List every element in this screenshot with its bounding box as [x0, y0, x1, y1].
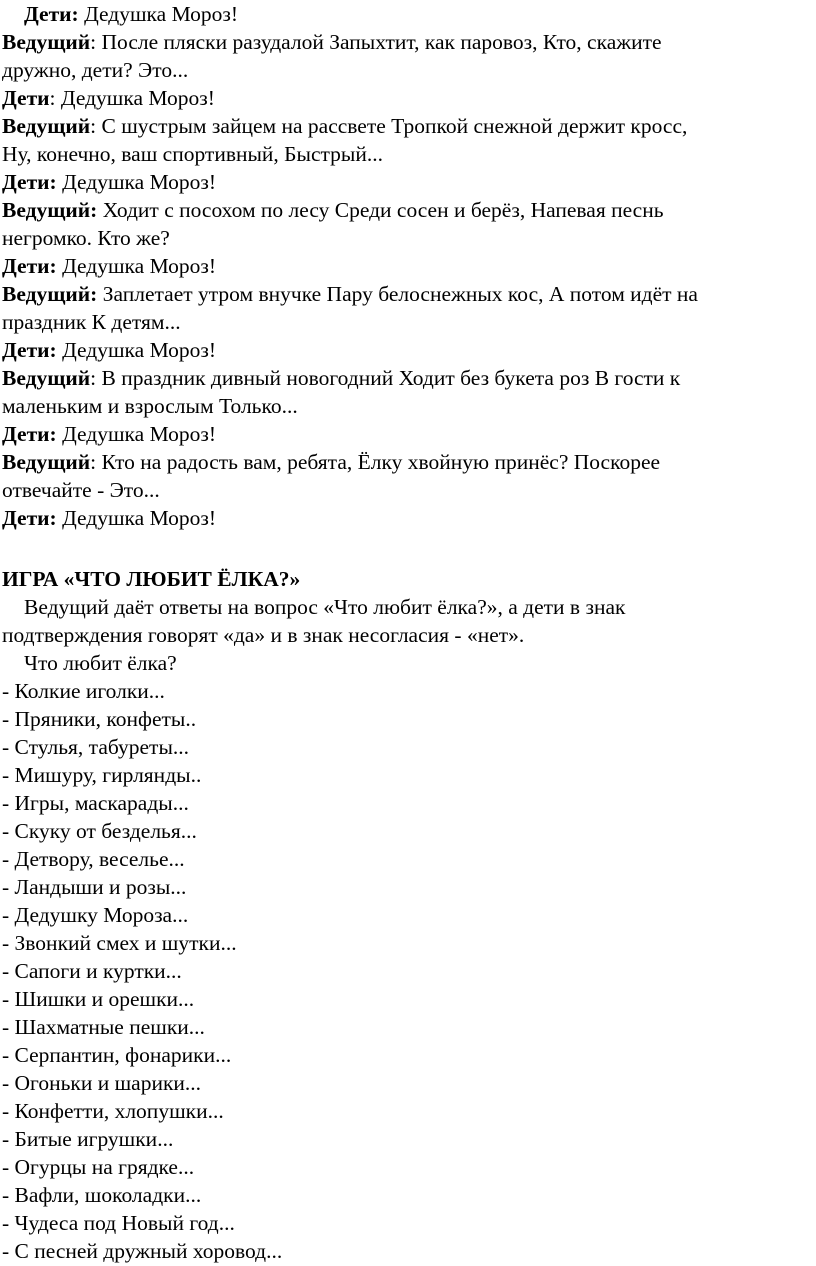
- dialogue-text: Дедушка Мороз!: [62, 338, 217, 362]
- list-item: - Звонкий смех и шутки...: [2, 931, 237, 955]
- speaker-label: Дети:: [2, 506, 57, 530]
- speaker-label: Ведущий:: [2, 198, 98, 222]
- list-item: - Огоньки и шарики...: [2, 1071, 202, 1095]
- dialogue-text: Дедушка Мороз!: [62, 422, 217, 446]
- list-item: - Вафли, шоколадки...: [2, 1183, 202, 1207]
- dialogue-line: [2, 252, 216, 280]
- list-item: - Серпантин, фонарики...: [2, 1043, 232, 1067]
- dialogue-text: Ходит с посохом по лесу Среди сосен и берёз, Напевая песнь: [102, 198, 664, 222]
- dialogue-line-continued: Ну, конечно, ваш спортивный, Быстрый...: [2, 142, 383, 166]
- list-item: - Детвору, веселье...: [2, 847, 185, 871]
- speaker-label: Дети: [2, 86, 50, 110]
- list-item: - Дедушку Мороза...: [2, 903, 189, 927]
- dialogue-line-continued: отвечайте - Это...: [2, 478, 160, 502]
- dialogue-line: [2, 280, 698, 308]
- dialogue-line: [2, 504, 216, 532]
- list-item: - Скуку от безделья...: [2, 819, 197, 843]
- list-item: - Мишуру, гирлянды..: [2, 763, 202, 787]
- list-item: - Колкие иголки...: [2, 679, 165, 703]
- dialogue-line-continued: праздник К детям...: [2, 310, 181, 334]
- dialogue-line: [2, 168, 216, 196]
- dialogue-line: [2, 420, 216, 448]
- speaker-label: Дети:: [2, 338, 57, 362]
- list-item: - Шахматные пешки...: [2, 1015, 205, 1039]
- speaker-separator: :: [90, 366, 97, 390]
- list-item: - Пряники, конфеты..: [2, 707, 197, 731]
- speaker-separator: :: [90, 114, 97, 138]
- speaker-label: Дети:: [2, 170, 57, 194]
- list-item: - Конфетти, хлопушки...: [2, 1099, 224, 1123]
- dialogue-line-continued: дружно, дети? Это...: [2, 58, 189, 82]
- list-item: - Битые игрушки...: [2, 1127, 174, 1151]
- speaker-label: Ведущий: [2, 366, 91, 390]
- dialogue-text: В праздник дивный новогодний Ходит без букета роз В гости к: [101, 366, 681, 390]
- dialogue-text: Дедушка Мороз!: [62, 254, 217, 278]
- list-item: - Шишки и орешки...: [2, 987, 195, 1011]
- dialogue-line: [2, 448, 660, 476]
- dialogue-text: Дедушка Мороз!: [62, 506, 217, 530]
- dialogue-line: [2, 196, 664, 224]
- dialogue-text: С шустрым зайцем на рассвете Тропкой снежной держит кросс,: [101, 114, 688, 138]
- speaker-label: Ведущий:: [2, 282, 98, 306]
- list-item: - Ландыши и розы...: [2, 875, 187, 899]
- dialogue-line: [2, 84, 215, 112]
- game-question: Что любит ёлка?: [24, 651, 177, 675]
- list-item: - Игры, маскарады...: [2, 791, 189, 815]
- dialogue-text: Дедушка Мороз!: [60, 86, 215, 110]
- list-item: - С песней дружный хоровод...: [2, 1239, 283, 1263]
- game-title: ИГРА «ЧТО ЛЮБИТ ЁЛКА?»: [2, 567, 301, 591]
- dialogue-text: Кто на радость вам, ребята, Ёлку хвойную принёс? Поскорее: [101, 450, 661, 474]
- speaker-label: Дети:: [2, 422, 57, 446]
- speaker-label: Ведущий: [2, 450, 91, 474]
- game-intro: Ведущий даёт ответы на вопрос «Что любит ёлка?», а дети в знак: [24, 595, 626, 619]
- dialogue-line: [2, 0, 238, 28]
- list-item: - Огурцы на грядке...: [2, 1155, 195, 1179]
- speaker-separator: :: [90, 30, 97, 54]
- speaker-label: Ведущий: [2, 114, 91, 138]
- dialogue-line: [2, 112, 687, 140]
- speaker-label: Дети:: [2, 254, 57, 278]
- dialogue-line-continued: маленьким и взрослым Только...: [2, 394, 298, 418]
- list-item: - Стулья, табуреты...: [2, 735, 190, 759]
- dialogue-line-continued: негромко. Кто же?: [2, 226, 170, 250]
- dialogue-line: [2, 28, 662, 56]
- list-item: - Сапоги и куртки...: [2, 959, 182, 983]
- dialogue-text: Дедушка Мороз!: [62, 170, 217, 194]
- speaker-label: Дети:: [24, 2, 79, 26]
- game-intro-continued: подтверждения говорят «да» и в знак несогласия - «нет».: [2, 623, 525, 647]
- dialogue-text: Дедушка Мороз!: [84, 2, 239, 26]
- speaker-label: Ведущий: [2, 30, 91, 54]
- dialogue-text: После пляски разудалой Запыхтит, как паровоз, Кто, скажите: [101, 30, 662, 54]
- dialogue-text: Заплетает утром внучке Пару белоснежных кос, А потом идёт на: [102, 282, 698, 306]
- list-item: - Чудеса под Новый год...: [2, 1211, 235, 1235]
- speaker-separator: :: [49, 86, 56, 110]
- speaker-separator: :: [90, 450, 97, 474]
- dialogue-line: [2, 336, 216, 364]
- dialogue-line: [2, 364, 680, 392]
